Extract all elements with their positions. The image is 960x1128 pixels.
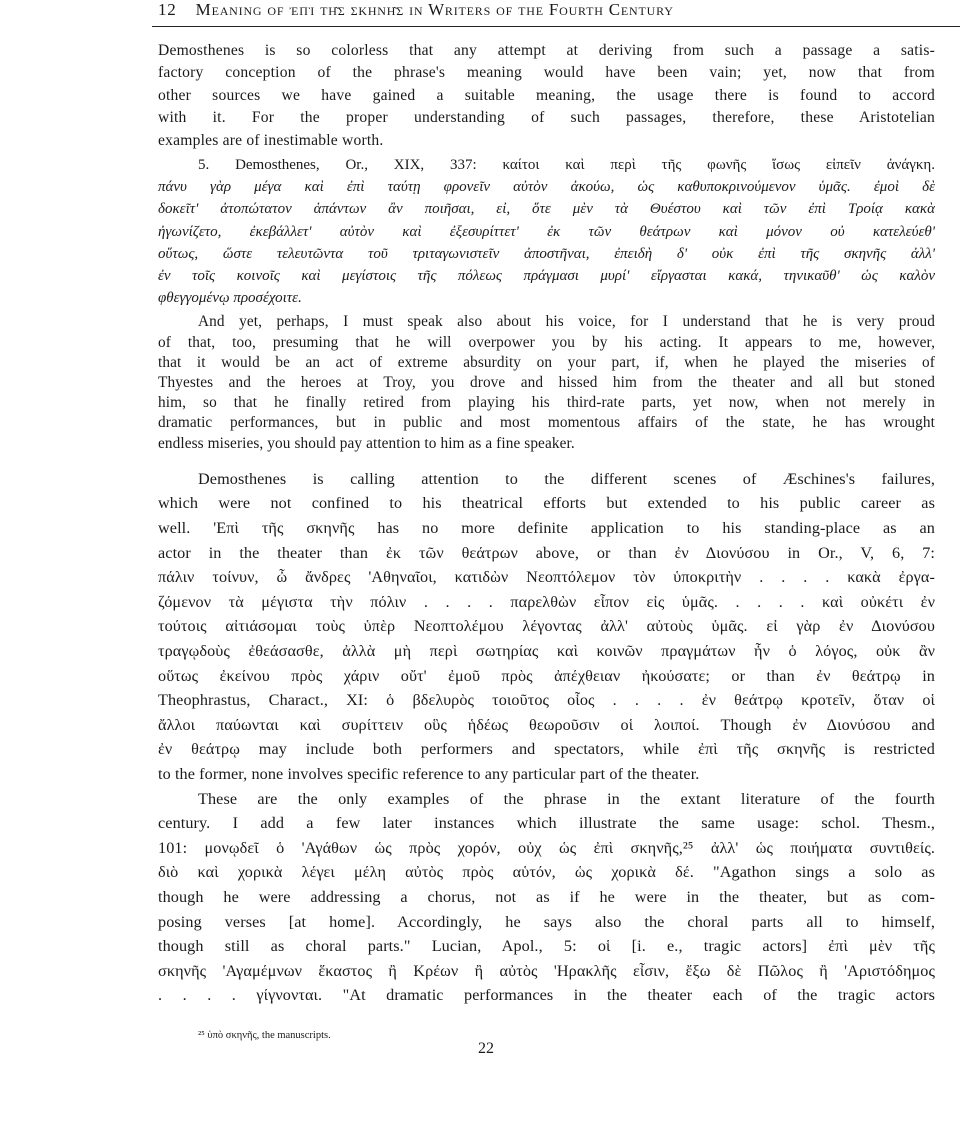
text-line: ἄλλοι παύωνται καὶ συρίττειν οὓς ἡδέως θεωροῦσιν οἱ λοιποί. Though ἐν Διονύσου and: [158, 715, 935, 734]
text-line: though still as choral parts." Lucian, Apol., 5: οἱ [i. e., tragic actors] ἐπὶ μὲν τῆς: [158, 937, 935, 956]
text-line: Demosthenes is calling attention to the different scenes of Æschines's failures,: [198, 469, 935, 488]
text-line: dramatic performances, but in public and most momentous affairs of the state, he has wrought: [158, 414, 935, 432]
text-line: that it would be an act of extreme absurdity on your part, if, when he played the miseries of: [158, 353, 935, 371]
running-header: [158, 0, 958, 22]
text-line: διὸ καὶ χορικὰ λέγει μέλη αὐτὸς πρὸς αὑτόν, ὡς χορικὰ δέ. "Agathon sings a solo as: [158, 863, 935, 882]
english-translation: [158, 312, 935, 453]
text-line: τραγῳδοὺς ἐθεάσασθε, ἀλλὰ μὴ περὶ σωτηρίας καὶ κοινῶν πραγμάτων ἦν ὁ λόγος, οὐκ ἂν: [158, 642, 935, 661]
text-line: posing verses [at home]. Accordingly, he says also the choral parts all to himself,: [158, 912, 935, 931]
text-line: him, so that he finally retired from playing his third-rate parts, yet now, when not merely in: [158, 394, 935, 412]
text-line: to the former, none involves specific reference to any particular part of the theater.: [158, 765, 700, 783]
text-line: πάλιν τοίνυν, ὦ ἄνδρες 'Αθηναῖοι, κατιδὼν Νεοπτόλεμον τὸν ὑποκριτὴν . . . . κακὰ ἐργα-: [158, 568, 935, 587]
text-line: ζόμενον τὰ μέγιστα τὴν πόλιν . . . . παρελθὼν εἶπον εἰς ὑμᾶς. . . . . καὶ οὐκέτι ἐν: [158, 592, 935, 611]
text-line: 5. Demosthenes, Or., XIX, 337: καίτοι καὶ περὶ τῆς φωνῆς ἴσως εἰπεῖν ἀνάγκη.: [198, 157, 935, 174]
paragraph-aristotle-conclusion: [158, 40, 935, 152]
text-line: well. 'Επὶ τῆς σκηνῆς has no more definite application to his standing-place as an: [158, 519, 935, 538]
text-line: endless miseries, you should pay attention to him as a fine speaker.: [158, 434, 575, 452]
text-line: οὕτως, ὥστε τελευτῶντα τοῦ τριταγωνιστεῖν ἀποστῆναι, ἐπειδὴ δ' οὐκ ἐπὶ τῆς σκηνῆς ἀλλ': [158, 245, 935, 262]
text-line: other sources we have gained a suitable meaning, the usage there is found to accord: [158, 86, 935, 104]
text-line: πάνυ γὰρ μέγα καὶ ἐπὶ ταύτῃ φρονεῖν αὐτὸν ἀκούω, ὡς καθυποκρινούμενον ὑμᾶς. ἐμοὶ δὲ: [158, 179, 935, 196]
paragraph-commentary: [158, 467, 935, 787]
text-line: δοκεῖτ' ἀτοπώτατον ἁπάντων ἂν ποιῆσαι, εἰ, ὅτε μὲν τὰ Θυέστου καὶ τῶν ἐπὶ Τροίᾳ κακὰ: [158, 201, 935, 218]
text-line: of that, too, presuming that he will overpower you by his acting. It appears to me, however,: [158, 333, 935, 351]
header-rule: [152, 26, 960, 27]
text-line: These are the only examples of the phrase in the extant literature of the fourth: [198, 789, 935, 808]
text-line: σκηνῆς 'Αγαμέμνων ἕκαστος ἢ Κρέων ἢ αὐτὸς 'Ηρακλῆς εἶσιν, ἔξω δὲ Πῶλος ἢ 'Αριστόδημος: [158, 961, 935, 980]
text-line: factory conception of the phrase's meaning would have been vain; yet, now that from: [158, 64, 935, 82]
text-line: Theophrastus, Charact., XI: ὁ βδελυρὸς τοιοῦτος οἷος . . . . ἐν θεάτρῳ κροτεῖν, ὅταν οἱ: [158, 691, 935, 710]
text-line: . . . . γίγνονται. "At dramatic performances in the theater each of the tragic actors: [158, 986, 935, 1005]
text-line: which were not confined to his theatrical efforts but extended to his public career as: [158, 494, 935, 513]
text-line: ἠγωνίζετο, ἐκεβάλλετ' αὐτὸν καὶ ἐξεσυρίττετ' ἐκ τῶν θεάτρων καὶ μόνον οὐ κατελεύεθ': [158, 223, 935, 240]
running-title: Meaning of ἐπὶ τῆς σκηνῆς in Writers of the Fourth Century: [195, 0, 674, 19]
text-line: actor in the theater than ἐκ τῶν θεάτρων above, or than ἐν Διονύσου in Or., V, 6, 7:: [158, 543, 935, 562]
text-line: φθεγγομένῳ προσέχοιτε.: [158, 290, 302, 307]
text-line: And yet, perhaps, I must speak also about his voice, for I understand that he is very proud: [198, 313, 935, 331]
folio-number: 22: [478, 1040, 494, 1057]
page-number: 12: [158, 0, 177, 19]
text-line: ἐν θεάτρῳ may include both performers and spectators, while ἐπὶ τῆς σκηνῆς is restricted: [158, 740, 935, 759]
text-line: τούτοις αἰτιάσομαι τοὺς ὑπὲρ Νεοπτολέμου λέγοντας ἀλλ' αὐτοὺς ὑμᾶς. εἰ γὰρ ἐν Διονύσου: [158, 617, 935, 636]
body-text: [158, 40, 935, 1008]
text-line: with it. For the proper understanding of such passages, therefore, these Aristotelian: [158, 109, 935, 127]
text-line: 101: μονῳδεῖ ὁ 'Αγάθων ὡς πρὸς χορόν, οὐχ ὡς ἐπὶ σκηνῆς,²⁵ ἀλλ' ὡς ποιήματα συντιθείς.: [158, 838, 935, 857]
footnote: ²⁵ ὑπὸ σκηνῆς, the manuscripts.: [198, 1030, 331, 1041]
text-line: though he were addressing a chorus, not as if he were in the theater, but as com-: [158, 887, 935, 906]
text-line: οὕτως ἐκείνου πρὸς χάριν οὔτ' ἐμοῦ πρὸς ἀπέχθειαν ἠκούσατε; or than ἐν θεάτρῳ in: [158, 666, 935, 685]
text-line: century. I add a few later instances which illustrate the same usage: schol. Thesm.,: [158, 814, 935, 833]
text-line: Demosthenes is so colorless that any attempt at deriving from such a passage a satis-: [158, 42, 935, 59]
greek-quotation-demosthenes: [158, 154, 935, 309]
text-line: examples are of inestimable worth.: [158, 131, 384, 149]
paragraph-later-instances: [158, 787, 935, 1008]
text-line: ἐν τοῖς κοινοῖς καὶ μεγίστοις τῆς πόλεως πράγμασι μυρί' εἴργασται κακά, τηνικαῦθ' ὡς καλὸν: [158, 268, 935, 285]
text-line: Thyestes and the heroes at Troy, you drove and hissed him from the theater and all but stoned: [158, 374, 935, 392]
